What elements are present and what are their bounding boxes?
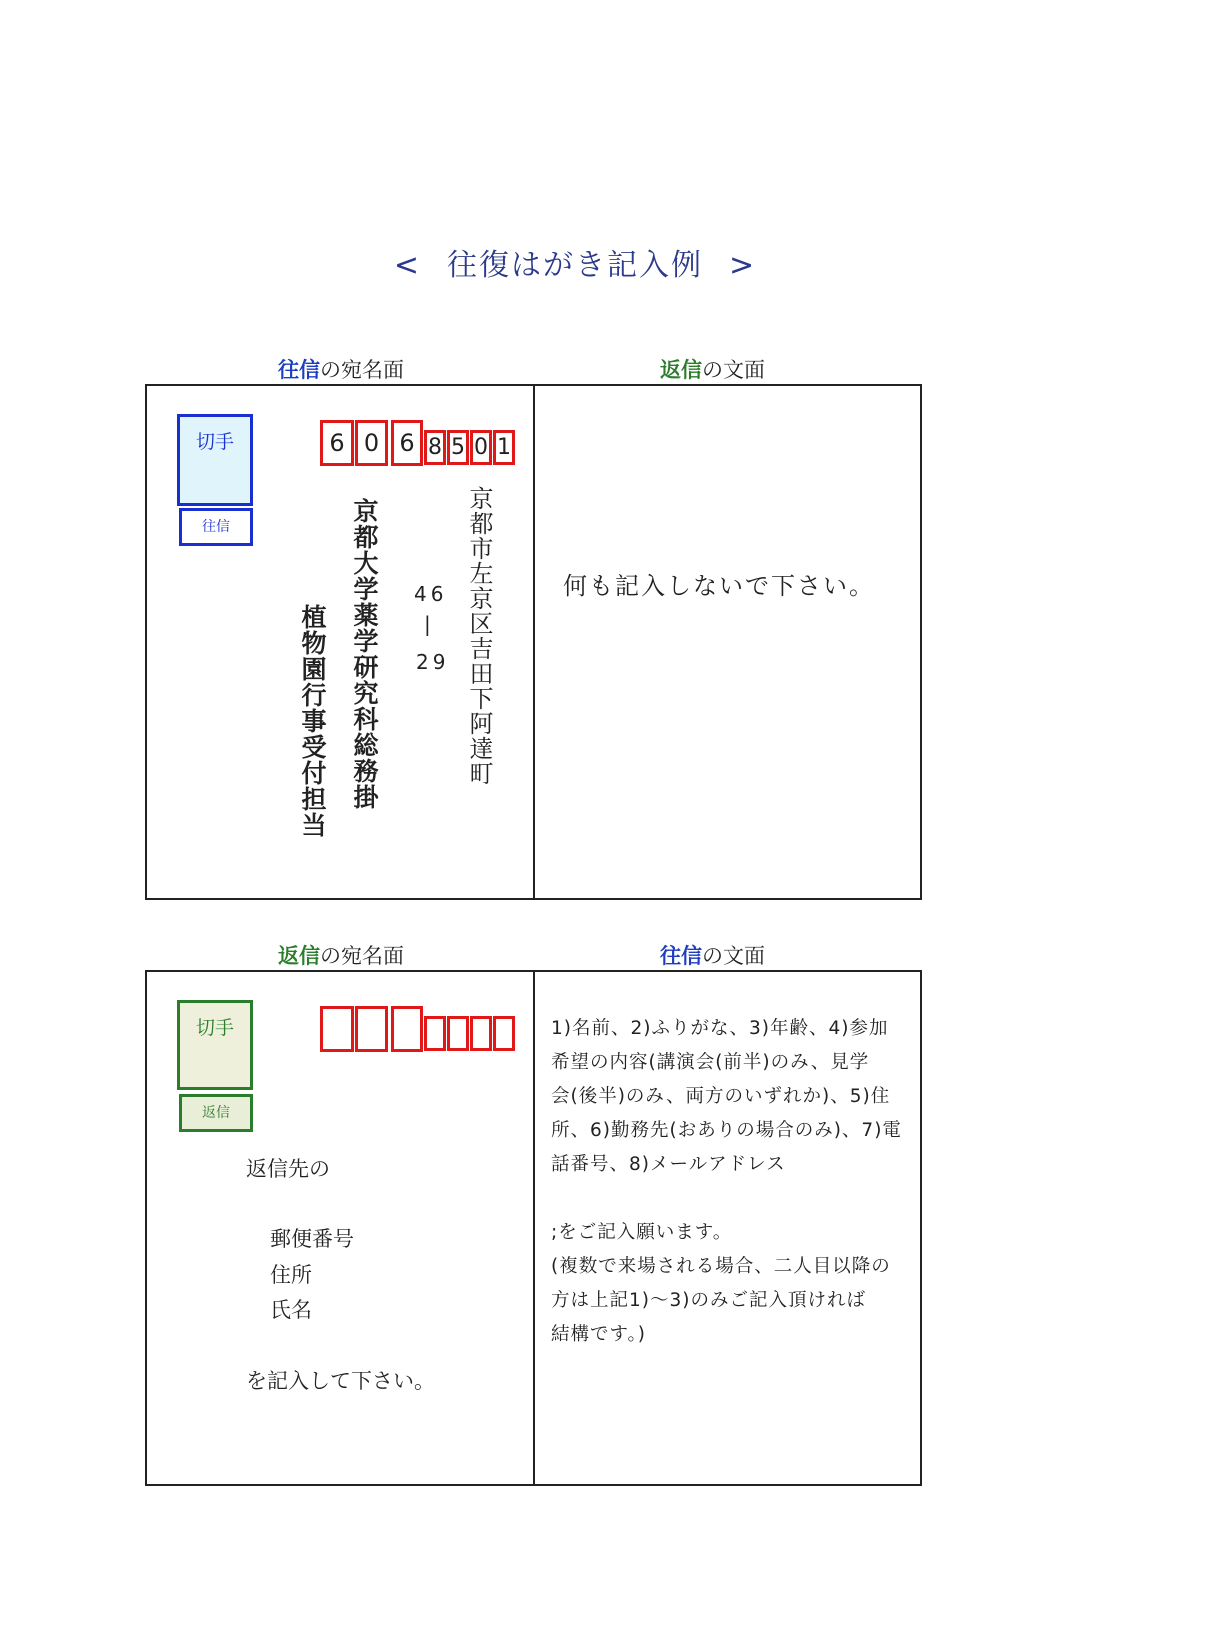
outgoing-message-text bbox=[551, 1012, 916, 1352]
info-line: 所、6)勤務先(おありの場合のみ)、7)電 bbox=[551, 1120, 902, 1141]
top-left-label-strong: 往信 bbox=[278, 358, 320, 382]
bottom-left-label-rest: の宛名面 bbox=[320, 944, 404, 968]
reply-face-instruction: 何も記入しないで下さい。 bbox=[563, 572, 875, 600]
info-line: (複数で来場される場合、二人目以降の bbox=[551, 1256, 891, 1277]
empty-zip-box bbox=[355, 1006, 388, 1052]
empty-zip-box bbox=[391, 1006, 423, 1052]
info-line: 方は上記1)～3)のみご記入頂ければ bbox=[551, 1290, 866, 1311]
empty-zip-box bbox=[424, 1016, 446, 1051]
top-postcard-divider bbox=[533, 384, 535, 900]
address-number-b: 29 bbox=[416, 650, 450, 674]
info-line: 結構です。) bbox=[551, 1324, 646, 1345]
reply-outro: を記入して下さい。 bbox=[246, 1369, 435, 1393]
title-close-bracket: > bbox=[729, 248, 757, 283]
recipient-line-1: 京都大学薬学研究科総務掛 bbox=[350, 498, 379, 810]
bottom-left-label-strong: 返信 bbox=[278, 944, 320, 968]
zip-digit-box: 6 bbox=[320, 420, 354, 466]
address-line: 京都市左京区吉田下阿達町 bbox=[465, 486, 493, 786]
zip-digit-box: 8 bbox=[424, 430, 446, 465]
bottom-reply-tag: 返信 bbox=[179, 1094, 253, 1132]
info-line bbox=[551, 1182, 916, 1216]
bottom-right-label bbox=[660, 940, 765, 970]
recipient-line-2: 植物園行事受付担当 bbox=[298, 604, 327, 838]
title-open-bracket: < bbox=[393, 248, 421, 283]
reply-item-name: 氏名 bbox=[270, 1298, 312, 1322]
zip-digit-box: 1 bbox=[493, 430, 515, 465]
info-line: 話番号、8)メールアドレス bbox=[551, 1154, 786, 1175]
bottom-right-label-strong: 往信 bbox=[660, 944, 702, 968]
empty-zip-box bbox=[320, 1006, 354, 1052]
top-outgoing-tag: 往信 bbox=[179, 508, 253, 546]
empty-zip-box bbox=[470, 1016, 492, 1051]
info-line: 会(後半)のみ、両方のいずれか)、5)住 bbox=[551, 1086, 891, 1107]
zip-digit-box: 0 bbox=[470, 430, 492, 465]
empty-zip-box bbox=[493, 1016, 515, 1051]
bottom-right-label-rest: の文面 bbox=[702, 944, 765, 968]
top-left-label bbox=[278, 354, 404, 384]
top-stamp-box: 切手 bbox=[177, 414, 253, 506]
top-left-label-rest: の宛名面 bbox=[320, 358, 404, 382]
info-line: 1)名前、2)ふりがな、3)年齢、4)参加 bbox=[551, 1018, 889, 1039]
zip-digit-box: 0 bbox=[355, 420, 388, 466]
zip-digit-box: 6 bbox=[391, 420, 423, 466]
title-text: 往復はがき記入例 bbox=[447, 248, 703, 283]
zip-digit-box: 5 bbox=[447, 430, 469, 465]
reply-intro: 返信先の bbox=[246, 1157, 330, 1181]
page-title bbox=[0, 240, 1150, 284]
address-number-a: 46 bbox=[414, 582, 448, 606]
bottom-stamp-box: 切手 bbox=[177, 1000, 253, 1090]
top-right-label-strong: 返信 bbox=[660, 358, 702, 382]
info-line: ;をご記入願います。 bbox=[551, 1222, 733, 1243]
reply-item-postal-code: 郵便番号 bbox=[270, 1227, 354, 1251]
bottom-left-label bbox=[278, 940, 404, 970]
top-right-label bbox=[660, 354, 765, 384]
empty-zip-box bbox=[447, 1016, 469, 1051]
bottom-postcard-divider bbox=[533, 970, 535, 1486]
reply-item-address: 住所 bbox=[270, 1263, 312, 1287]
address-number-dash: | bbox=[424, 612, 435, 636]
info-line: 希望の内容(講演会(前半)のみ、見学 bbox=[551, 1052, 870, 1073]
top-right-label-rest: の文面 bbox=[702, 358, 765, 382]
